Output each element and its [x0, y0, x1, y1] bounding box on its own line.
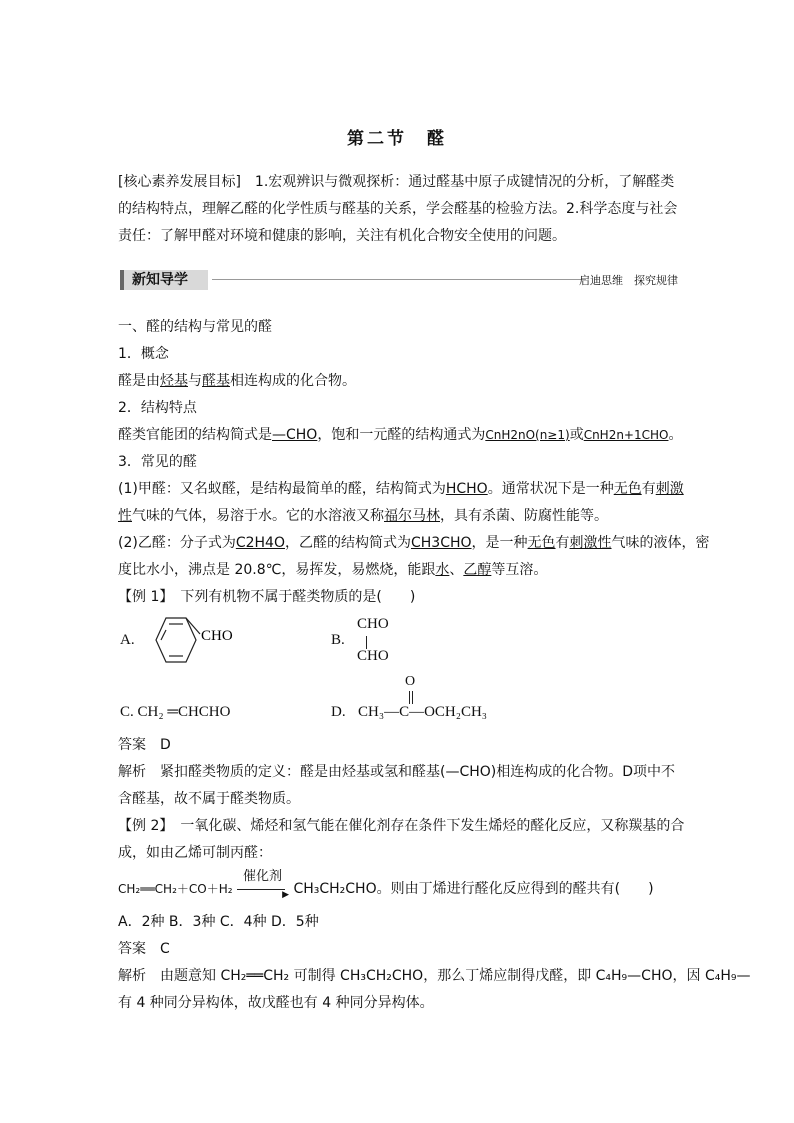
example2-analysis-2: 有 4 种同分异构体，故戊醛也有 4 种同分异构体。: [118, 995, 434, 1011]
example2-answer: 答案 C: [118, 941, 170, 957]
example2-question-1: 【例 2】 一氧化碳、烯烃和氢气能在催化剂存在条件下发生烯烃的醛化反应，又称羰基的合: [118, 818, 685, 834]
example2-analysis-1: 解析 由题意知 CH₂══CH₂ 可制得 CH₃CH₂CHO，那么丁烯应制得戊醛，即 C₄H₉—CHO，因 C₄H₉—: [118, 968, 751, 984]
concept-heading: 1．概念: [118, 346, 169, 362]
goals-line-2: 的结构特点，理解乙醛的化学性质与醛基的关系，学会醛基的检验方法。2.科学态度与社会: [118, 201, 678, 217]
common-heading: 3．常见的醛: [118, 454, 197, 470]
goals-line-3: 责任：了解甲醛对环境和健康的影响，关注有机化合物安全使用的问题。: [118, 228, 566, 244]
acetaldehyde-line-1: (2)乙醛：分子式为C2H4O，乙醛的结构简式为CH3CHO，是一种无色有刺激性气味的液体，密: [118, 535, 710, 551]
structure-text: 醛类官能团的结构简式是—CHO，饱和一元醛的结构通式为CnH2nO(n≥1)或CnH2n+1CHO。: [118, 427, 683, 443]
goals-line-1: [核心素养发展目标] 1.宏观辨识与微观探析：通过醛基中原子成键情况的分析，了解醛类: [118, 174, 675, 190]
example2-options: A．2种 B．3种 C．4种 D．5种: [118, 914, 319, 930]
example1-question: 【例 1】 下列有机物不属于醛类物质的是( ): [118, 589, 416, 605]
example2-equation: CH₂══CH₂＋CO＋H₂ 催化剂 ▶ CH₃CH₂CHO。则由丁烯进行醛化反应得到的醛共有( ): [118, 869, 654, 900]
formaldehyde-line-1: (1)甲醛：又名蚁醛，是结构最简单的醛，结构简式为HCHO。通常状况下是一种无色有刺激: [118, 481, 684, 497]
concept-text: 醛是由烃基与醛基相连构成的化合物。: [118, 373, 356, 389]
example1-analysis-2: 含醛基，故不属于醛类物质。: [118, 791, 300, 807]
part1-heading: 一、醛的结构与常见的醛: [118, 319, 272, 335]
option-d-double-bond-1: [409, 691, 410, 704]
option-b-bottom: CHO: [357, 648, 389, 664]
section-header: [118, 268, 678, 294]
option-a-group: CHO: [201, 628, 233, 644]
option-d-oxygen: O: [405, 674, 416, 689]
example1-answer: 答案 D: [118, 737, 171, 753]
option-a-structure: [144, 612, 254, 672]
option-d-double-bond-2: [412, 691, 413, 704]
option-b-label: B.: [331, 632, 345, 648]
option-d-formula: CH₃—C—OCH₂CH₃: [358, 704, 488, 720]
reaction-arrow: 催化剂 ▶: [237, 879, 289, 899]
section-divider: [212, 279, 586, 280]
acetaldehyde-line-2: 度比水小，沸点是 20.8℃，易挥发，易燃烧，能跟水、乙醇等互溶。: [118, 562, 548, 578]
structure-heading: 2．结构特点: [118, 400, 197, 416]
formaldehyde-line-2: 性气味的气体，易溶于水。它的水溶液又称福尔马林，具有杀菌、防腐性能等。: [118, 508, 608, 524]
option-a-label: A.: [120, 632, 135, 648]
option-b-top: CHO: [357, 616, 389, 632]
example1-analysis-1: 解析 紧扣醛类物质的定义：醛是由烃基或氢和醛基(—CHO)相连构成的化合物。D项中不: [118, 764, 676, 780]
page-title: 第二节 醛: [347, 129, 447, 149]
option-c: C. CH₂ ═CHCHO: [120, 704, 231, 720]
example2-question-2: 成，如由乙烯可制丙醛：: [118, 845, 272, 861]
option-d-label: D.: [331, 704, 346, 720]
section-label: 新知导学: [120, 270, 208, 290]
section-tagline: 启迪思维 探究规律: [579, 274, 678, 287]
